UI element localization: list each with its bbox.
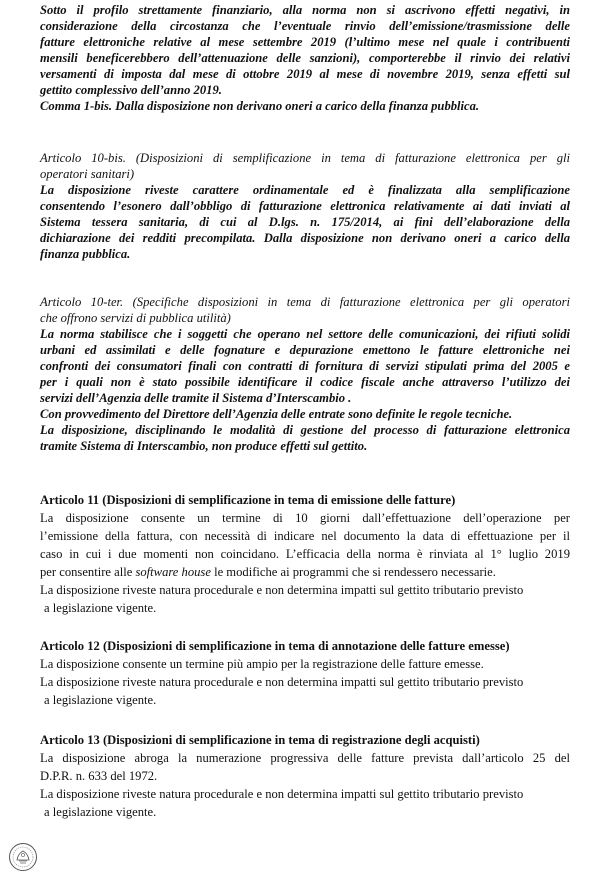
official-seal-stamp bbox=[8, 842, 38, 872]
text-line: La disposizione riveste natura procedurale e non determina impatti sul gettito tributario previsto bbox=[40, 583, 524, 597]
text-line: urbani ed assimilati e delle fognature e depurazione emettono le fatture elettroniche nei bbox=[40, 343, 570, 357]
text-line: a legislazione vigente. bbox=[44, 601, 157, 615]
article-title: Articolo 12 (Disposizioni di semplificazione in tema di annotazione delle fatture emesse) bbox=[40, 639, 510, 653]
text-line: La disposizione riveste carattere ordinamentale ed è finalizzata alla semplificazione bbox=[40, 183, 570, 197]
text-line: versamenti di imposta dal mese di ottobre 2019 al mese di novembre 2019, senza effetti sul bbox=[40, 67, 570, 81]
text-segment: le modifiche ai programmi che si rendessero necessarie. bbox=[210, 565, 496, 579]
article-title: che offrono servizi di pubblica utilità) bbox=[40, 311, 231, 325]
text-line: finanza pubblica. bbox=[40, 247, 131, 261]
text-line: servizi dell’Agenzia delle tramite il Sistema d’Interscambio . bbox=[40, 391, 352, 405]
text-line: a legislazione vigente. bbox=[44, 693, 157, 707]
text-line: mensili beneficerebbero dell’attenuazione delle sanzioni), comporterebbe il rinvio dei relativi bbox=[40, 51, 570, 65]
comma-1bis-note: Comma 1-bis. Dalla disposizione non derivano oneri a carico della finanza pubblica. bbox=[40, 99, 480, 113]
text-line: gettito complessivo dell’anno 2019. bbox=[40, 83, 222, 97]
text-line: considerazione della circostanza che l’eventuale rinvio dell’emissione/trasmissione delle bbox=[40, 19, 570, 33]
text-line: D.P.R. n. 633 del 1972. bbox=[40, 769, 158, 783]
text-line: La disposizione consente un termine di 10 giorni dall’effettuazione dell’operazione per bbox=[40, 511, 570, 525]
article-title: operatori sanitari) bbox=[40, 167, 135, 181]
text-line: Con provvedimento del Direttore dell’Agenzia delle entrate sono definite le regole tecniche. bbox=[40, 407, 513, 421]
text-line: tramite Sistema di Interscambio, non produce effetti sul gettito. bbox=[40, 439, 368, 453]
software-house-term: software house bbox=[135, 565, 211, 579]
text-line bbox=[40, 564, 496, 580]
text-line: fatture elettroniche relative al mese settembre 2019 (l’ultimo mese nel quale i contribuenti bbox=[40, 35, 570, 49]
text-line: caso in cui i due momenti non coincidano. L’efficacia della norma è rinviata al 1° luglio 2019 bbox=[40, 547, 570, 561]
text-line: a legislazione vigente. bbox=[44, 805, 157, 819]
text-line: La disposizione, disciplinando le modalità di gestione del processo di fatturazione elettronica bbox=[40, 423, 570, 437]
article-title: Articolo 10-ter. (Specifiche disposizioni in tema di fatturazione elettronica per gli operatori bbox=[40, 295, 570, 309]
text-line: consentendo l’esonero dall’obbligo di fatturazione elettronica relativamente ai dati inviati al bbox=[40, 199, 570, 213]
text-line: dichiarazione dei redditi precompilata. Dalla disposizione non derivano oneri a carico della bbox=[40, 231, 570, 245]
text-line: La disposizione riveste natura procedurale e non determina impatti sul gettito tributario previsto bbox=[40, 675, 524, 689]
text-segment: per consentire alle bbox=[40, 565, 136, 579]
text-line: Sotto il profilo strettamente finanziario, alla norma non si ascrivono effetti negativi, in bbox=[40, 3, 570, 17]
text-line: La disposizione riveste natura procedurale e non determina impatti sul gettito tributario previsto bbox=[40, 787, 524, 801]
article-title: Articolo 13 (Disposizioni di semplificazione in tema di registrazione degli acquisti) bbox=[40, 733, 480, 747]
text-line: per i quali non è stato possibile identificare il codice fiscale anche attraverso l’utilizzo dei bbox=[40, 375, 570, 389]
text-line: La disposizione consente un termine più ampio per la registrazione delle fatture emesse. bbox=[40, 657, 484, 671]
text-line: confronti dei consumatori finali con contratti di fornitura di servizi stipulati prima del 2005 e bbox=[40, 359, 570, 373]
text-line: La norma stabilisce che i soggetti che operano nel settore delle comunicazioni, dei rifiuti solidi bbox=[40, 327, 570, 341]
text-line: l’emissione della fattura, con necessità di indicare nel documento la data di effettuazione per il bbox=[40, 529, 570, 543]
text-line: Sistema tessera sanitaria, di cui al D.lgs. n. 175/2014, ai fini dell’elaborazione della bbox=[40, 215, 570, 229]
article-title: Articolo 11 (Disposizioni di semplificazione in tema di emissione delle fatture) bbox=[40, 493, 456, 507]
text-line: La disposizione abroga la numerazione progressiva delle fatture prevista dall’articolo 25 del bbox=[40, 751, 570, 765]
article-title: Articolo 10-bis. (Disposizioni di semplificazione in tema di fatturazione elettronica per gli bbox=[40, 151, 570, 165]
